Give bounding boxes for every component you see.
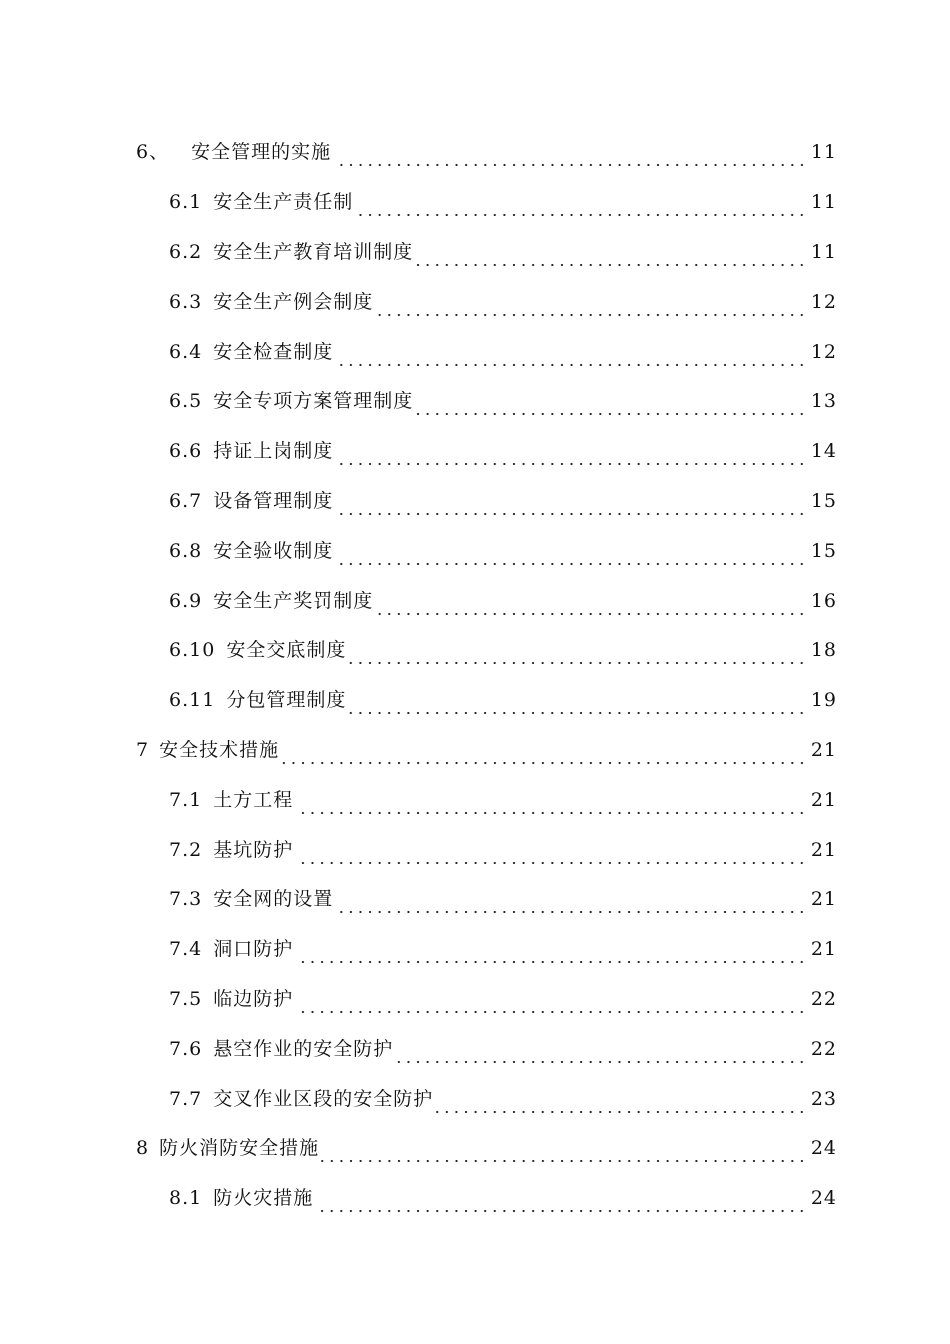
toc-entry-title: 防火灾措施 xyxy=(213,1187,314,1210)
toc-entry-title: 临边防护 xyxy=(213,987,294,1010)
dot-leader xyxy=(395,1045,807,1064)
toc-entry[interactable] xyxy=(0,1074,950,1124)
toc-entry-page: 11 xyxy=(810,191,837,214)
toc-entry-number: 7 xyxy=(136,738,150,761)
toc-entry[interactable] xyxy=(0,1124,950,1174)
toc-entry-number: 6.3 xyxy=(169,290,203,313)
toc-entry-title: 安全生产例会制度 xyxy=(213,290,374,313)
toc-entry-number: 7.7 xyxy=(169,1087,203,1110)
toc-entry-title: 分包管理制度 xyxy=(226,689,347,712)
toc-entry[interactable] xyxy=(0,277,950,327)
toc-entry-page: 22 xyxy=(810,1037,837,1060)
toc-entry-page: 18 xyxy=(810,639,837,662)
dot-leader xyxy=(415,248,807,267)
dot-leader xyxy=(295,995,807,1014)
toc-entry[interactable] xyxy=(0,975,950,1025)
dot-leader xyxy=(321,1144,807,1163)
dot-leader xyxy=(335,895,807,914)
dot-leader xyxy=(415,397,807,416)
toc-entry-number: 6.10 xyxy=(169,639,216,662)
toc-entry-page: 23 xyxy=(810,1087,837,1110)
toc-entry-number: 6.11 xyxy=(169,689,216,712)
dot-leader xyxy=(295,846,807,865)
toc-entry-number: 6、 xyxy=(136,141,170,164)
toc-entry-title: 持证上岗制度 xyxy=(213,440,334,463)
toc-entry[interactable] xyxy=(0,128,950,178)
toc-entry-number: 7.2 xyxy=(169,838,203,861)
toc-entry-page: 22 xyxy=(810,987,837,1010)
toc-entry-title: 洞口防护 xyxy=(213,938,294,961)
toc-entry-page: 21 xyxy=(810,738,837,761)
dot-leader xyxy=(333,148,807,167)
toc-entry-number: 6.1 xyxy=(169,191,203,214)
toc-entry-title: 土方工程 xyxy=(213,788,294,811)
dot-leader xyxy=(375,597,807,616)
toc-entry[interactable] xyxy=(0,726,950,776)
toc-entry[interactable] xyxy=(0,875,950,925)
toc-entry-page: 21 xyxy=(810,938,837,961)
toc-entry[interactable] xyxy=(0,576,950,626)
toc-entry-page: 13 xyxy=(810,390,837,413)
toc-entry-page: 12 xyxy=(810,340,837,363)
toc-entry-page: 11 xyxy=(810,141,837,164)
toc-entry-title: 安全生产教育培训制度 xyxy=(213,240,414,263)
toc-entry-title: 安全检查制度 xyxy=(213,340,334,363)
toc-entry[interactable] xyxy=(0,825,950,875)
toc-entry[interactable] xyxy=(0,427,950,477)
dot-leader xyxy=(435,1095,807,1114)
dot-leader xyxy=(348,646,806,665)
toc-entry[interactable] xyxy=(0,228,950,278)
toc-entry-page: 14 xyxy=(810,440,837,463)
dot-leader xyxy=(335,447,807,466)
toc-entry-title: 安全验收制度 xyxy=(213,539,334,562)
toc-entry[interactable] xyxy=(0,477,950,527)
toc-entry-page: 21 xyxy=(810,888,837,911)
toc-entry-title: 安全管理的实施 xyxy=(191,141,332,164)
dot-leader xyxy=(348,696,806,715)
toc-entry-title: 设备管理制度 xyxy=(213,489,334,512)
dot-leader xyxy=(335,547,807,566)
toc-entry-page: 21 xyxy=(810,788,837,811)
toc-entry[interactable] xyxy=(0,1024,950,1074)
toc-entry-page: 19 xyxy=(810,689,837,712)
toc-entry[interactable] xyxy=(0,526,950,576)
dot-leader xyxy=(315,1194,807,1213)
toc-entry-title: 基坑防护 xyxy=(213,838,294,861)
toc-entry[interactable] xyxy=(0,1174,950,1224)
toc-entry-number: 8.1 xyxy=(169,1187,203,1210)
toc-entry-number: 7.4 xyxy=(169,938,203,961)
toc-entry-number: 6.8 xyxy=(169,539,203,562)
toc-entry[interactable] xyxy=(0,626,950,676)
toc-entry-page: 12 xyxy=(810,290,837,313)
toc-entry-page: 24 xyxy=(810,1137,837,1160)
toc-entry[interactable] xyxy=(0,178,950,228)
toc-entry-title: 悬空作业的安全防护 xyxy=(213,1037,394,1060)
toc-entry-number: 7.3 xyxy=(169,888,203,911)
toc-entry[interactable] xyxy=(0,676,950,726)
dot-leader xyxy=(375,298,807,317)
toc-entry-number: 6.2 xyxy=(169,240,203,263)
toc-entry-page: 15 xyxy=(810,489,837,512)
dot-leader xyxy=(335,497,807,516)
toc-entry-number: 6.6 xyxy=(169,440,203,463)
toc-entry-number: 7.5 xyxy=(169,987,203,1010)
dot-leader xyxy=(281,746,807,765)
toc-entry-page: 15 xyxy=(810,539,837,562)
toc-entry-number: 8 xyxy=(136,1137,150,1160)
toc-entry-title: 安全生产奖罚制度 xyxy=(213,589,374,612)
dot-leader xyxy=(295,945,807,964)
table-of-contents xyxy=(0,128,950,1224)
toc-entry-title: 安全网的设置 xyxy=(213,888,334,911)
toc-entry-title: 防火消防安全措施 xyxy=(159,1137,320,1160)
dot-leader xyxy=(335,348,807,367)
toc-entry[interactable] xyxy=(0,925,950,975)
dot-leader xyxy=(295,796,807,815)
toc-entry-page: 21 xyxy=(810,838,837,861)
toc-entry-title: 交叉作业区段的安全防护 xyxy=(213,1087,434,1110)
toc-entry-title: 安全技术措施 xyxy=(159,738,280,761)
toc-entry-number: 6.7 xyxy=(169,489,203,512)
toc-entry-title: 安全交底制度 xyxy=(226,639,347,662)
toc-entry-title: 安全专项方案管理制度 xyxy=(213,390,414,413)
toc-entry-number: 7.1 xyxy=(169,788,203,811)
toc-entry[interactable] xyxy=(0,775,950,825)
toc-entry-number: 6.4 xyxy=(169,340,203,363)
toc-entry-number: 6.5 xyxy=(169,390,203,413)
toc-entry[interactable] xyxy=(0,377,950,427)
toc-entry-page: 11 xyxy=(810,240,837,263)
toc-entry-number: 6.9 xyxy=(169,589,203,612)
toc-entry-number: 7.6 xyxy=(169,1037,203,1060)
toc-entry[interactable] xyxy=(0,327,950,377)
dot-leader xyxy=(355,198,807,217)
toc-entry-page: 24 xyxy=(810,1187,837,1210)
toc-entry-page: 16 xyxy=(810,589,837,612)
toc-entry-title: 安全生产责任制 xyxy=(213,191,354,214)
